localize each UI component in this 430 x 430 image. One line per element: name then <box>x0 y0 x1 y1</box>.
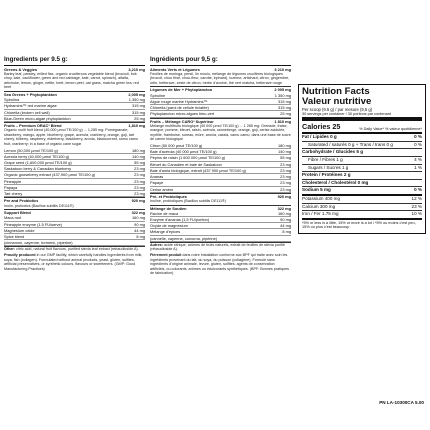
ingredient-name: Acerola berry (40,000 µmol TE/100 g) <box>4 153 70 159</box>
ingredient-amount: 23 mg <box>134 191 145 197</box>
ingredient-name: Bleuet du Canadien et baie de Saskatoon <box>150 161 222 167</box>
ingredient-row <box>150 111 291 117</box>
section-amount: 322 mg <box>277 205 291 211</box>
nutrient-row <box>302 211 422 220</box>
ingredient-amount: 160 mg <box>132 215 145 221</box>
ingredient-amount: 23 mg <box>280 180 291 186</box>
section-description: Inuline, probiotiques (Bacillus subtilis DE111®) <box>150 198 226 203</box>
nutrient-label: Iron / Fer 1.75 mg <box>302 211 339 217</box>
nutrient-row <box>302 134 422 142</box>
ingredient-amount: 140 mg <box>278 149 291 155</box>
nutrient-row <box>302 204 422 212</box>
nutrient-dv: 23 % <box>411 203 422 209</box>
ingredient-row <box>4 116 145 122</box>
nutrient-row <box>302 172 422 180</box>
ingredient-amount: 55 mg <box>280 155 291 161</box>
ingredient-name: Baie d'amla biologique, extrait (437 900 µmol TE/100 g) <box>150 167 246 173</box>
ingredient-section <box>150 206 291 243</box>
ingredient-amount: 25 mg <box>280 111 291 117</box>
ingredient-name: Cerise amère <box>150 186 174 192</box>
nutrient-rows <box>302 134 422 220</box>
ingredient-amount: 23 mg <box>134 166 145 172</box>
ingredient-amount: 180 mg <box>278 143 291 149</box>
ingredient-name: Enzyme d'ananas (1,5 FU/portion) <box>150 216 210 222</box>
ingredient-amount: 8 mg <box>136 233 145 239</box>
ingredient-amount: 315 mg <box>278 98 291 104</box>
section-amount: 1 810 mg <box>274 118 291 124</box>
ingredient-name: Maca root <box>4 215 22 221</box>
nutrient-label: Saturated / saturés 0 g + Trans / trans 0 g <box>308 141 393 147</box>
section-amount: 920 mg <box>277 193 291 199</box>
section-amount: 3,210 mg <box>128 66 145 72</box>
ingredient-name: Baie d'acérola (40 000 µmol TE/100 g) <box>150 149 217 155</box>
nutrient-label: Sodium 5 mg <box>302 187 331 193</box>
section-amount: 2,005 mg <box>128 92 145 98</box>
nutrient-dv: 0 % <box>414 187 422 193</box>
ingredient-name: Papaye <box>150 180 164 186</box>
ingredient-section <box>4 92 145 123</box>
ingredient-amount: 44 mg <box>134 227 145 233</box>
section-name: Fruits – Mélange CARO³ Supérieur <box>150 118 214 124</box>
section-name: Pré- et Probiotiques <box>150 193 187 199</box>
ingredient-name: Spirulina <box>4 97 20 103</box>
french-ingredients-column <box>150 56 291 277</box>
ingredient-section <box>4 210 145 247</box>
ingredient-amount: 140 mg <box>132 153 145 159</box>
nutrient-dv: 0 % <box>414 134 422 140</box>
section-name: Légumes de Mer + Phytoplancton <box>150 87 213 93</box>
ingredient-amount <box>289 236 291 241</box>
ingredient-name: Pineapple enzyme (1.5 FU/serve) <box>4 221 62 227</box>
french-title: Ingrédients pour 9,5 g: <box>150 56 291 66</box>
section-amount: 3 210 mg <box>274 66 291 72</box>
nutrient-label: Protein / Protéines 2 g <box>302 172 351 178</box>
ingredient-name: Spiruline <box>150 92 166 98</box>
ingredient-amount: 315 mg <box>278 105 291 111</box>
english-title: Ingredients per 9.5 g: <box>4 56 145 66</box>
section-description: Feuilles de moringa, persil, lin moulu, mélange de légumes crucifères biologiques (brocoli, chou frisé, chou-fleur, carotte, épinard), luzerne, artichaut, citron, gingembre, ortie, betterave, zeste de citron, herbe d'avoine, thé vert matcha, betterave rouge <box>150 71 290 85</box>
nutrient-label: Potassium 400 mg <box>302 195 341 201</box>
section-name: Aliments Verts et Légumes <box>150 66 200 72</box>
nutrient-label: Sugars / Sucres 1 g <box>308 164 349 170</box>
ingredient-name: Mélange d'épices <box>150 229 181 235</box>
ingredient-name: Citron (50 000 µmol TE/100 g) <box>150 143 203 149</box>
nutrition-footnote: *5% or less is a little, 15% or more is a lot / *5% ou moins c'est peu, 15% ou plus c'est beaucoup <box>302 220 416 230</box>
section-name: Fruits – Premium ORAC³ Blend <box>4 123 62 129</box>
product-code: PN LA-10300CA 5.00 <box>379 400 424 405</box>
ingredient-amount: 23 mg <box>134 178 145 184</box>
ingredient-name: Pineapple <box>4 178 22 184</box>
ingredient-amount: 1,350 mg <box>128 97 145 103</box>
ingredient-amount: 23 mg <box>280 186 291 192</box>
section-amount: 2 005 mg <box>274 87 291 93</box>
nutrition-facts-panel <box>298 84 426 234</box>
ingredient-section <box>4 123 145 198</box>
nutrient-row <box>302 165 422 173</box>
ingredient-name: Magnesium oxide <box>4 227 35 233</box>
section-name: Sea Greens + Phytoplankton <box>4 92 57 98</box>
english-sections <box>4 67 145 248</box>
section-description: Organic multi fruit blend (40,000 µmol TE/100 g) ... 1,285 mg: Pomegranate, strawberry, mango, apple, blueberry, grape, acerola, cranberry, orange, goji, tart cherry, bilberry, raspberry, elderberry, blackberry, aronia, blackcurrant, camu camu fruit, cranberry; in a base of organic cane sugar <box>4 128 138 147</box>
nutrition-title-fr: Valeur nutritive <box>302 95 372 107</box>
nutrition-title: Nutrition Facts <box>302 86 370 97</box>
ingredient-amount <box>143 240 145 245</box>
serving-size: Per scoop (9.5 g) / par mesure (9,5 g) <box>302 106 373 112</box>
ingredient-name: Chlorella (paroi de cellule éclatée) <box>150 105 209 111</box>
ingredient-amount: 23 mg <box>280 174 291 180</box>
french-other: Autres: acide citrique, arômes de fruits naturels, extrait de feuilles de stévia purifié (rébaudioside A). <box>150 242 285 252</box>
section-name: Support Blend <box>4 210 31 216</box>
nutrient-row <box>302 180 422 188</box>
english-proud: Proudly produced in our GMP facility, which carefully handles ingredients from milk, soya, fish (collagen). Formulated without animal products, yeast, gluten, sulfites, artificial preservatives, or synthetic colours, flavours or sweeteners. (GMP: Good Manufacturing Practices) <box>4 252 143 271</box>
ingredient-amount: 160 mg <box>278 210 291 216</box>
ingredient-amount: 23 mg <box>134 184 145 190</box>
section-description: Mélange multifruits biologique (40 000 µmol TE/100 g) ... 1 285 mg: Grenade, fraise, mangue, pomme, bleuet, raisin, acérola, canneberge, orange, goji, cerise acidulée, myrtille, framboise, sureau, mûre, aronia, cassis, camu camu; dans une base de sucre de canne biologique <box>150 123 291 142</box>
english-other: Other: citric acid, natural fruit flavours, purified stevia leaf extract (rebaudioside A). <box>4 247 139 252</box>
ingredient-section <box>150 194 291 206</box>
ingredient-name: Chlorella (broken cell wall) <box>4 109 50 115</box>
ingredient-name: Blue-Green micro-algae phytoplankton <box>4 115 71 121</box>
ingredient-name: (cinnamon, cayenne, turmeric, piperine) <box>4 240 73 246</box>
ingredient-section <box>4 67 145 93</box>
ingredient-name: Saskatoon berry & Canadian blueberry <box>4 166 72 172</box>
ingredient-row <box>150 187 291 193</box>
section-description: Barley leaf, parsley, milled flax, organic cruciferous vegetable blend (broccoli, bok choy, kale, cauliflower, green and red cabbage, kale, carrot, spinach), alfalfa, artichoke, lemon, ginger, nettle, beet, lemon peel, oat grass, matcha green tea, red beet <box>4 71 139 90</box>
ingredient-amount: 1 350 mg <box>274 92 291 98</box>
ingredient-name: Grape seed (1,600,000 µmol TE/100 g) <box>4 160 72 166</box>
english-ingredients-column <box>4 56 145 272</box>
ingredient-name: Racine de maca <box>150 210 179 216</box>
ingredient-amount: 23 mg <box>280 167 291 173</box>
ingredient-name: Spice blend <box>4 233 25 239</box>
french-sections <box>150 67 291 243</box>
section-amount: 1,810 mg <box>128 123 145 129</box>
ingredient-amount: 90 mg <box>280 216 291 222</box>
nutrient-dv: 0 % <box>414 141 422 147</box>
french-proud: Fièrement produit dans notre installation conforme aux BPF qui traite avec soin les ingrédients provenant du lait, du soya, du poisson (collagène). Formulé sans ingrédients d'origine animale, levure, gluten, sulfites, agents de conservation artificiels, ou colorants, arômes ou édulcorants synthétiques. (BPF: Bonnes pratiques de fabrication) <box>150 252 289 276</box>
nutrient-row <box>302 142 422 150</box>
ingredient-amount: 90 mg <box>134 221 145 227</box>
ingredient-amount: 8 mg <box>282 229 291 235</box>
ingredient-section <box>150 67 291 88</box>
ingredient-amount: 315 mg <box>132 103 145 109</box>
ingredient-name: Algue rouge marine Hydramins™ <box>150 98 208 104</box>
section-name: Greens & Veggies <box>4 66 38 72</box>
ingredient-section <box>4 198 145 210</box>
ingredient-name: Organic gooseberry extract (437,900 µmol TE/100 g) <box>4 172 96 178</box>
ingredient-amount: 315 mg <box>132 109 145 115</box>
ingredient-name: Papaya <box>4 184 18 190</box>
ingredient-name: Ananas <box>150 174 164 180</box>
ingredient-amount: 23 mg <box>280 161 291 167</box>
nutrient-dv: 1 % <box>414 164 422 170</box>
section-name: Mélange de Soutien <box>150 205 187 211</box>
calories-row <box>302 121 422 134</box>
ingredient-name: Lemon (50,000 µmol TE/100 g) <box>4 147 58 153</box>
ingredient-row <box>4 240 145 246</box>
nutrient-dv: 12 % <box>411 195 422 201</box>
ingredient-amount: 23 mg <box>134 172 145 178</box>
nutrient-row <box>302 149 422 157</box>
nutrient-label: Cholesterol / Cholestérol 0 mg <box>302 179 369 185</box>
ingredient-name: Oxyde de magnésium <box>150 223 188 229</box>
nutrient-row <box>302 196 422 204</box>
ingredient-name: Phytoplancton micro-algues bleu-vert <box>150 111 215 117</box>
ingredient-section <box>150 119 291 194</box>
nutrient-dv: 10 % <box>411 211 422 217</box>
section-name: Pre and Probiotics <box>4 198 39 204</box>
nutrient-label: Calcium 300 mg <box>302 203 336 209</box>
daily-value-header: % Daily Value* % valeur quotidienne* <box>359 126 422 131</box>
ingredient-amount: 25 mg <box>134 115 145 121</box>
ingredient-row <box>4 191 145 197</box>
calories-label: Calories 25 <box>302 122 341 132</box>
nutrient-label: Carbohydrate / Glucides 5 g <box>302 149 364 155</box>
ingredient-name: Hydramins™ red marine algae <box>4 103 57 109</box>
section-description: Inulin, probiotics (Bacillus subtilis DE111®) <box>4 203 74 208</box>
servings-per-container: 30 servings per container / 30 portions par contenant <box>302 112 422 122</box>
nutrient-label: Fibre / Fibres 1 g <box>308 156 343 162</box>
nutrient-label: Fat / Lipides 0 g <box>302 134 337 140</box>
ingredient-name: Pépins de raisin (1 600 000 µmol TE/100 g) <box>150 155 226 161</box>
ingredient-amount: 180 mg <box>132 147 145 153</box>
ingredient-row <box>150 236 291 242</box>
section-amount: 322 mg <box>131 210 145 216</box>
nutrient-row <box>302 157 422 165</box>
nutrient-dv: 4 % <box>414 156 422 162</box>
ingredient-name: (cannelle, cayenne, curcuma, pipérine) <box>150 235 218 241</box>
ingredient-amount: 55 mg <box>134 160 145 166</box>
ingredient-name: Tart cherry <box>4 191 23 197</box>
section-amount: 920 mg <box>131 198 145 204</box>
nutrient-row <box>302 187 422 196</box>
ingredient-amount: 44 mg <box>280 223 291 229</box>
ingredient-section <box>150 87 291 118</box>
